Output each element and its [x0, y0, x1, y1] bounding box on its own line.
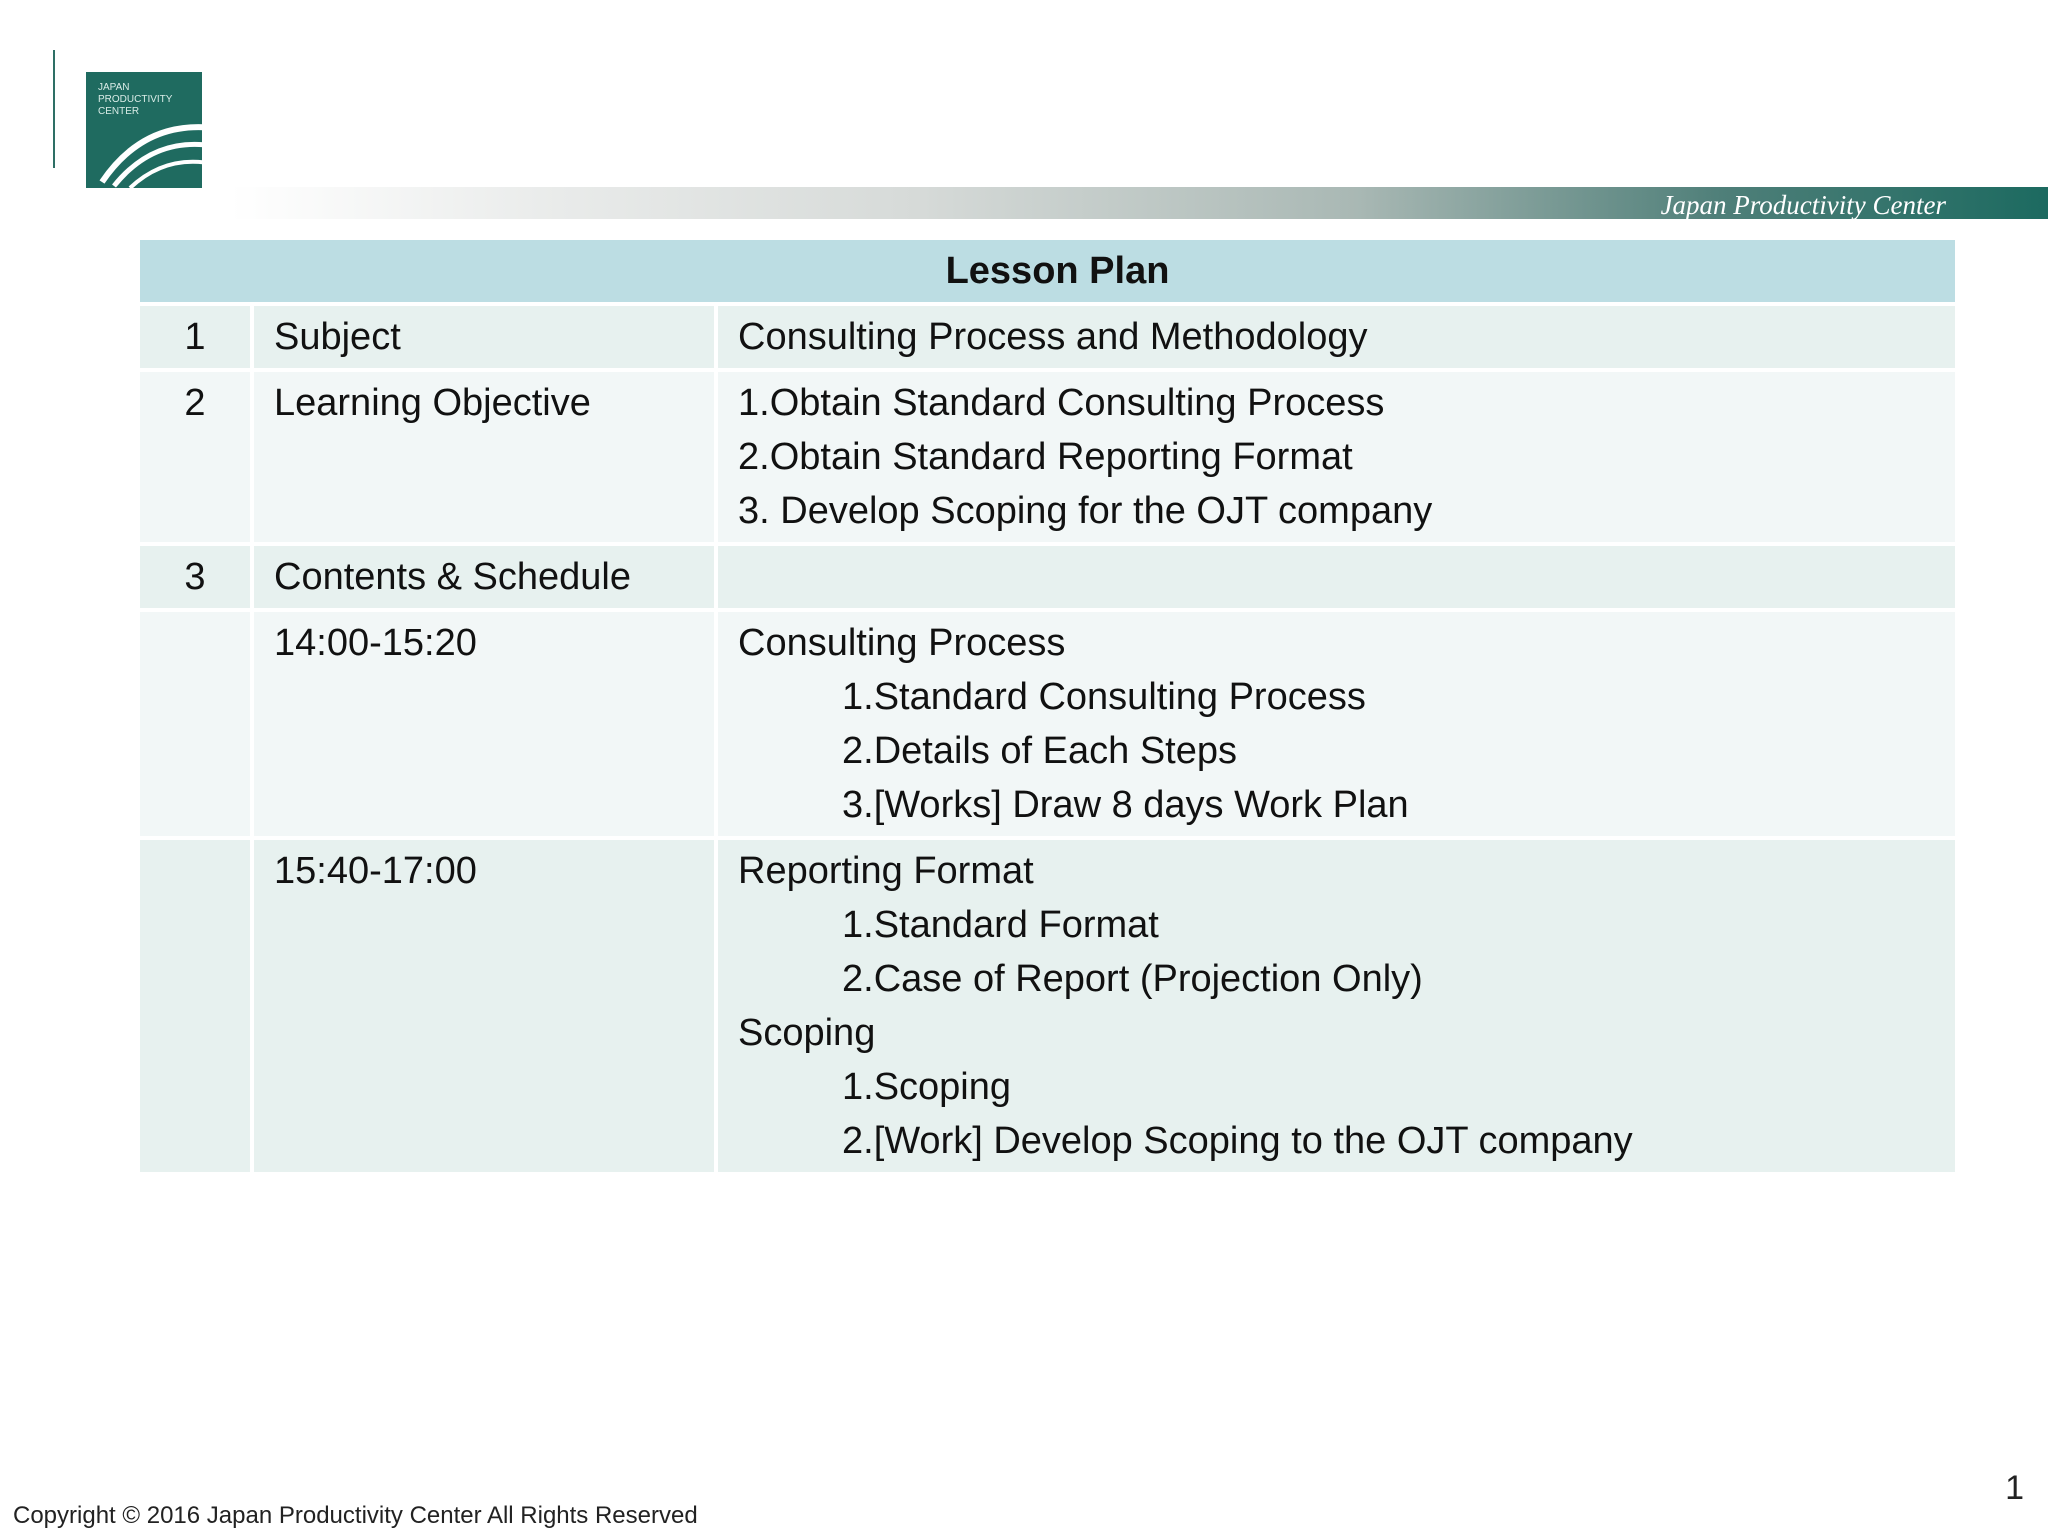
company-logo [84, 70, 204, 190]
table-header-row [140, 240, 1955, 302]
content-line: Consulting Process and Methodology [738, 316, 1368, 358]
table-title: Lesson Plan [140, 240, 1955, 302]
content-line: 3. Develop Scoping for the OJT company [738, 490, 1433, 532]
logo-text-line3: CENTER [98, 106, 140, 117]
content-line: 1.Standard Format [842, 904, 1159, 946]
row-content [718, 840, 1955, 1172]
content-line: 1.Obtain Standard Consulting Process [738, 382, 1385, 424]
row-label: Subject [254, 306, 714, 368]
table-row [140, 306, 1955, 368]
header-banner [230, 187, 2048, 219]
content-line: Scoping [738, 1012, 876, 1054]
row-label: 15:40-17:00 [254, 840, 714, 1172]
content-line: 2.[Work] Develop Scoping to the OJT company [842, 1120, 1633, 1162]
row-content [718, 306, 1955, 368]
page-number: 1 [2005, 1469, 2024, 1507]
banner-text: Japan Productivity Center [1660, 190, 1946, 220]
row-label: Contents & Schedule [254, 546, 714, 608]
lesson-plan-table [136, 236, 1959, 1176]
content-line: 3.[Works] Draw 8 days Work Plan [842, 784, 1409, 826]
copyright-notice: Copyright © 2016 Japan Productivity Center All Rights Reserved [13, 1502, 698, 1529]
row-label: Learning Objective [254, 372, 714, 542]
row-number: 3 [140, 546, 250, 608]
content-line: 2.Details of Each Steps [842, 730, 1237, 772]
table-row [140, 372, 1955, 542]
row-content [718, 372, 1955, 542]
content-line: 1.Scoping [842, 1066, 1012, 1108]
content-line: 2.Case of Report (Projection Only) [842, 958, 1423, 1000]
table-row [140, 840, 1955, 1172]
row-number: 1 [140, 306, 250, 368]
table-row [140, 546, 1955, 608]
table-row [140, 612, 1955, 836]
row-content [718, 546, 1955, 608]
content-line: 2.Obtain Standard Reporting Format [738, 436, 1353, 478]
content-line: 1.Standard Consulting Process [842, 676, 1366, 718]
content-line: Reporting Format [738, 850, 1034, 892]
logo-divider [53, 50, 55, 168]
row-content [718, 612, 1955, 836]
logo-text-line1: JAPAN [98, 82, 130, 93]
row-number: 2 [140, 372, 250, 542]
logo-text-line2: PRODUCTIVITY [98, 94, 173, 105]
row-number [140, 612, 250, 836]
row-label: 14:00-15:20 [254, 612, 714, 836]
row-number [140, 840, 250, 1172]
content-line: Consulting Process [738, 622, 1066, 664]
